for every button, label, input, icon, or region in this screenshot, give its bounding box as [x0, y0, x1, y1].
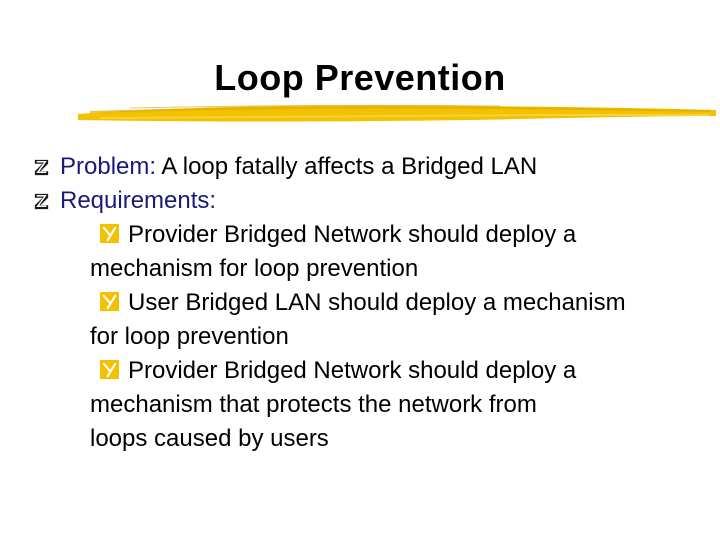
list-item-problem: [32, 150, 712, 184]
sub-item-continuation: [32, 388, 712, 422]
sub-item-text-line: Provider Bridged Network should deploy a: [128, 357, 577, 384]
sub-item-continuation: [32, 320, 712, 354]
y-box-bullet-icon: [100, 292, 119, 311]
title-underline-brushstroke: [70, 96, 720, 130]
bullet-list: [32, 150, 712, 456]
sub-item-user-loop-prevention: [32, 286, 712, 320]
sub-item-text-line: User Bridged LAN should deploy a mechanism: [128, 289, 626, 316]
sub-item-text-line: mechanism that protects the network from: [90, 391, 537, 418]
y-box-bullet-icon: [100, 224, 119, 243]
list-item-requirements: [32, 184, 712, 218]
z-glyph-bullet-icon: [32, 158, 51, 177]
sub-item-continuation: [32, 252, 712, 286]
sub-item-text-line: Provider Bridged Network should deploy a: [128, 221, 577, 248]
sub-item-text-line: for loop prevention: [90, 323, 289, 350]
problem-text: A loop fatally affects a Bridged LAN: [156, 153, 538, 180]
sub-item-provider-protection: [32, 354, 712, 388]
z-glyph-bullet-icon: [32, 192, 51, 211]
problem-label: Problem:: [60, 153, 157, 180]
sub-item-text-line: mechanism for loop prevention: [90, 255, 419, 282]
slide-title: Loop Prevention: [214, 57, 506, 98]
y-box-bullet-icon: [100, 360, 119, 379]
sub-item-text-line: loops caused by users: [90, 425, 329, 452]
sub-item-continuation: [32, 422, 712, 456]
sub-item-provider-loop-prevention: [32, 218, 712, 252]
requirements-label: Requirements:: [60, 187, 217, 214]
